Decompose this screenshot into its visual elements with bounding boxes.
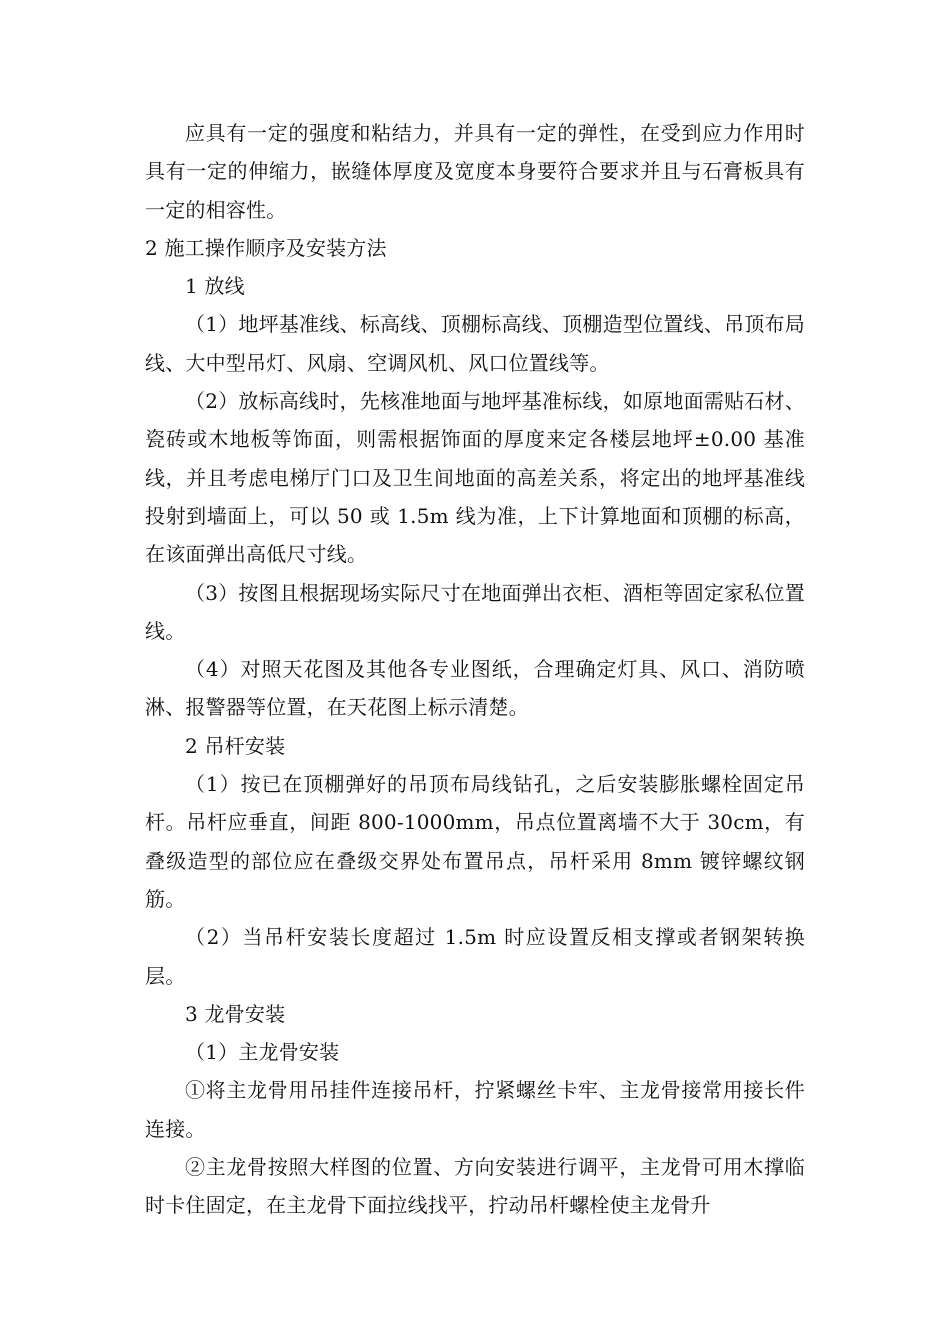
document-body (145, 114, 805, 1225)
paragraph-layout-item-3: （3）按图且根据现场实际尺寸在地面弹出衣柜、酒柜等固定家私位置线。 (145, 580, 805, 643)
paragraph-layout-item-1: （1）地坪基准线、标高线、顶棚标高线、顶棚造型位置线、吊顶布局线、大中型吊灯、风扇、空调风机、风口位置线等。 (145, 312, 805, 375)
paragraph-layout-item-2: （2）放标高线时，先核准地面与地坪基准标线，如原地面需贴石材、瓷砖或木地板等饰面，则需根据饰面的厚度来定各楼层地坪±0.00 基准线，并且考虑电梯厅门口及卫生间地面的高差关系，将定出的地坪基准线投射到墙面上，可以 50 或 1.5m 线为准，上下计算地面和顶棚的标高，在该面弹出高低尺寸线。 (145, 389, 805, 567)
subsection-heading-layout-lines: 1 放线 (185, 274, 245, 299)
subsection-heading-hanger-installation: 2 吊杆安装 (185, 733, 286, 758)
paragraph-main-keel-item-1: ①将主龙骨用吊挂件连接吊杆，拧紧螺丝卡牢、主龙骨接常用接长件连接。 (145, 1078, 805, 1141)
paragraph-hanger-item-1: （1）按已在顶棚弹好的吊顶布局线钻孔，之后安装膨胀螺栓固定吊杆。吊杆应垂直，间距 800-1000mm，吊点位置离墙不大于 30cm，有叠级造型的部位应在叠级交界处布置吊点，吊杆采用 8mm 镀锌螺纹钢筋。 (145, 772, 805, 911)
paragraph-layout-item-4: （4）对照天花图及其他各专业图纸，合理确定灯具、风口、消防喷淋、报警器等位置，在天花图上标示清楚。 (145, 657, 805, 720)
section-heading-construction-sequence: 2 施工操作顺序及安装方法 (145, 235, 387, 260)
paragraph-sealant-requirements: 应具有一定的强度和粘结力，并具有一定的弹性，在受到应力作用时具有一定的伸缩力，嵌缝体厚度及宽度本身要符合要求并且与石膏板具有一定的相容性。 (145, 121, 805, 222)
paragraph-main-keel-item-2: ②主龙骨按照大样图的位置、方向安装进行调平，主龙骨可用木撑临时卡住固定，在主龙骨下面拉线找平，拧动吊杆螺栓使主龙骨升 (145, 1155, 805, 1218)
paragraph-hanger-item-2: （2）当吊杆安装长度超过 1.5m 时应设置反相支撑或者钢架转换层。 (145, 925, 805, 988)
subsection-heading-keel-installation: 3 龙骨安装 (185, 1001, 286, 1026)
subsection-heading-main-keel: （1）主龙骨安装 (185, 1040, 340, 1065)
